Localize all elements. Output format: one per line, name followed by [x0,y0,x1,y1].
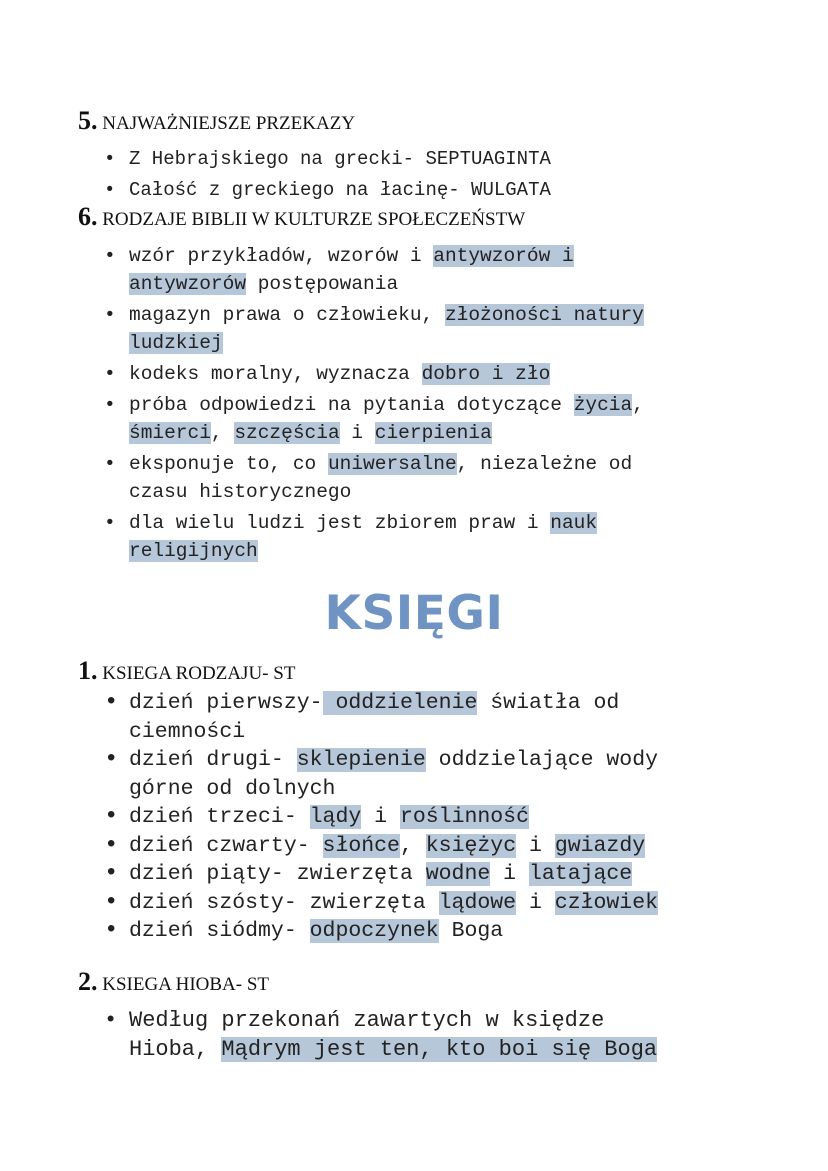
list-item [100,450,644,506]
list-item [100,242,644,298]
list-item [100,689,658,746]
list-item [100,144,551,175]
text-run: dzień trzeci- [129,805,310,829]
bullet-list [100,242,644,565]
highlight: dobro i zło [421,363,551,385]
list-item [100,746,658,803]
text-run: dzień pierwszy- [129,691,323,715]
highlight: odpoczynek [309,919,439,943]
highlight: nauk [550,512,598,534]
text-run: wzór przykładów, wzorów i [129,245,434,267]
text-run: światła od [477,691,620,715]
text-run: dzień piąty- zwierzęta [129,862,426,886]
text-run: i [361,805,400,829]
text-run: magazyn prawa o człowieku, [129,304,445,326]
text-run: Boga [438,919,504,943]
section-number: 6. [78,202,98,231]
bullet-list [100,1007,657,1064]
text-run: i [516,833,555,858]
highlight: oddzielenie [322,691,478,715]
highlight: życia [573,394,633,416]
list-item [100,889,658,918]
text-run: Według przekonań zawartych w księdze [129,1008,605,1033]
list-item [100,509,644,565]
section-title: RODZAJE BIBLII W KULTURZE SPOŁECZEŃSTW [102,209,526,230]
list-item [100,832,658,861]
highlight: lądowe [438,890,517,915]
text-run: dzień siódmy- [129,919,310,943]
section-title: KSIEGA HIOBA- ST [102,974,270,995]
highlight: księżyc [425,833,517,858]
text-run: i [490,862,529,886]
text-run: i [516,890,555,915]
highlight: śmierci [129,422,211,444]
text-run: i [339,422,375,444]
text-run: ciemności [129,719,246,744]
text-run: Hioba, [129,1036,222,1062]
highlight: antywzorów i [433,245,574,267]
section-heading [78,967,269,997]
text-run: , niezależne od [456,453,633,475]
section-heading [78,656,295,686]
highlight: religijnych [129,540,258,562]
highlight: cierpienia [374,422,492,444]
text-run: próba odpowiedzi na pytania dotyczące [129,394,574,416]
highlight: lądy [309,805,362,829]
text-run: dla wielu ludzi jest zbiorem praw i [129,512,551,534]
text-run: postępowania [246,273,399,295]
section-heading [78,202,525,232]
text-run: czasu historycznego [129,481,352,503]
bullet-list [100,144,551,206]
text-run: , [632,394,644,416]
highlight: gwiazdy [554,833,646,858]
page-title: KSIĘGI [324,586,504,641]
list-item [100,860,658,889]
text-run: górne od dolnych [129,776,336,801]
highlight: wodne [425,862,491,886]
highlight: ludzkiej [129,332,223,354]
list-item [100,917,658,946]
highlight: szczęścia [234,422,340,444]
bullet-list [100,689,658,946]
list-item [100,301,644,357]
text-run: , [210,422,235,444]
section-number: 5. [78,106,98,135]
highlight: roślinność [399,805,529,829]
text-run: oddzielające wody [425,748,659,772]
section-number: 1. [78,656,98,685]
highlight: złożoności natury [444,304,644,326]
highlight: uniwersalne [327,453,457,475]
highlight: Mądrym jest ten, kto boi się Boga [221,1036,658,1062]
list-item [100,803,658,832]
section-title: NAJWAŻNIEJSZE PRZEKAZY [102,113,356,134]
text-run: Z Hebrajskiego na grecki- SEPTUAGINTA [129,148,551,170]
highlight: słońce [322,833,400,858]
text-run: eksponuje to, co [129,453,328,475]
text-run: dzień czwarty- [129,833,323,858]
section-title: KSIEGA RODZAJU- ST [102,663,296,684]
list-item [100,360,644,388]
list-item [100,391,644,447]
text-run: kodeks moralny, wyznacza [129,363,422,385]
text-run: , [399,833,426,858]
text-run: dzień drugi- [129,748,297,772]
text-run: Całość z greckiego na łacinę- WULGATA [129,179,551,201]
highlight: antywzorów [129,273,247,295]
section-heading [78,106,355,136]
list-item [100,1007,657,1064]
highlight: człowiek [554,890,659,915]
highlight: sklepienie [296,748,426,772]
text-run: dzień szósty- zwierzęta [129,890,439,915]
highlight: latające [528,862,633,886]
section-number: 2. [78,967,98,996]
